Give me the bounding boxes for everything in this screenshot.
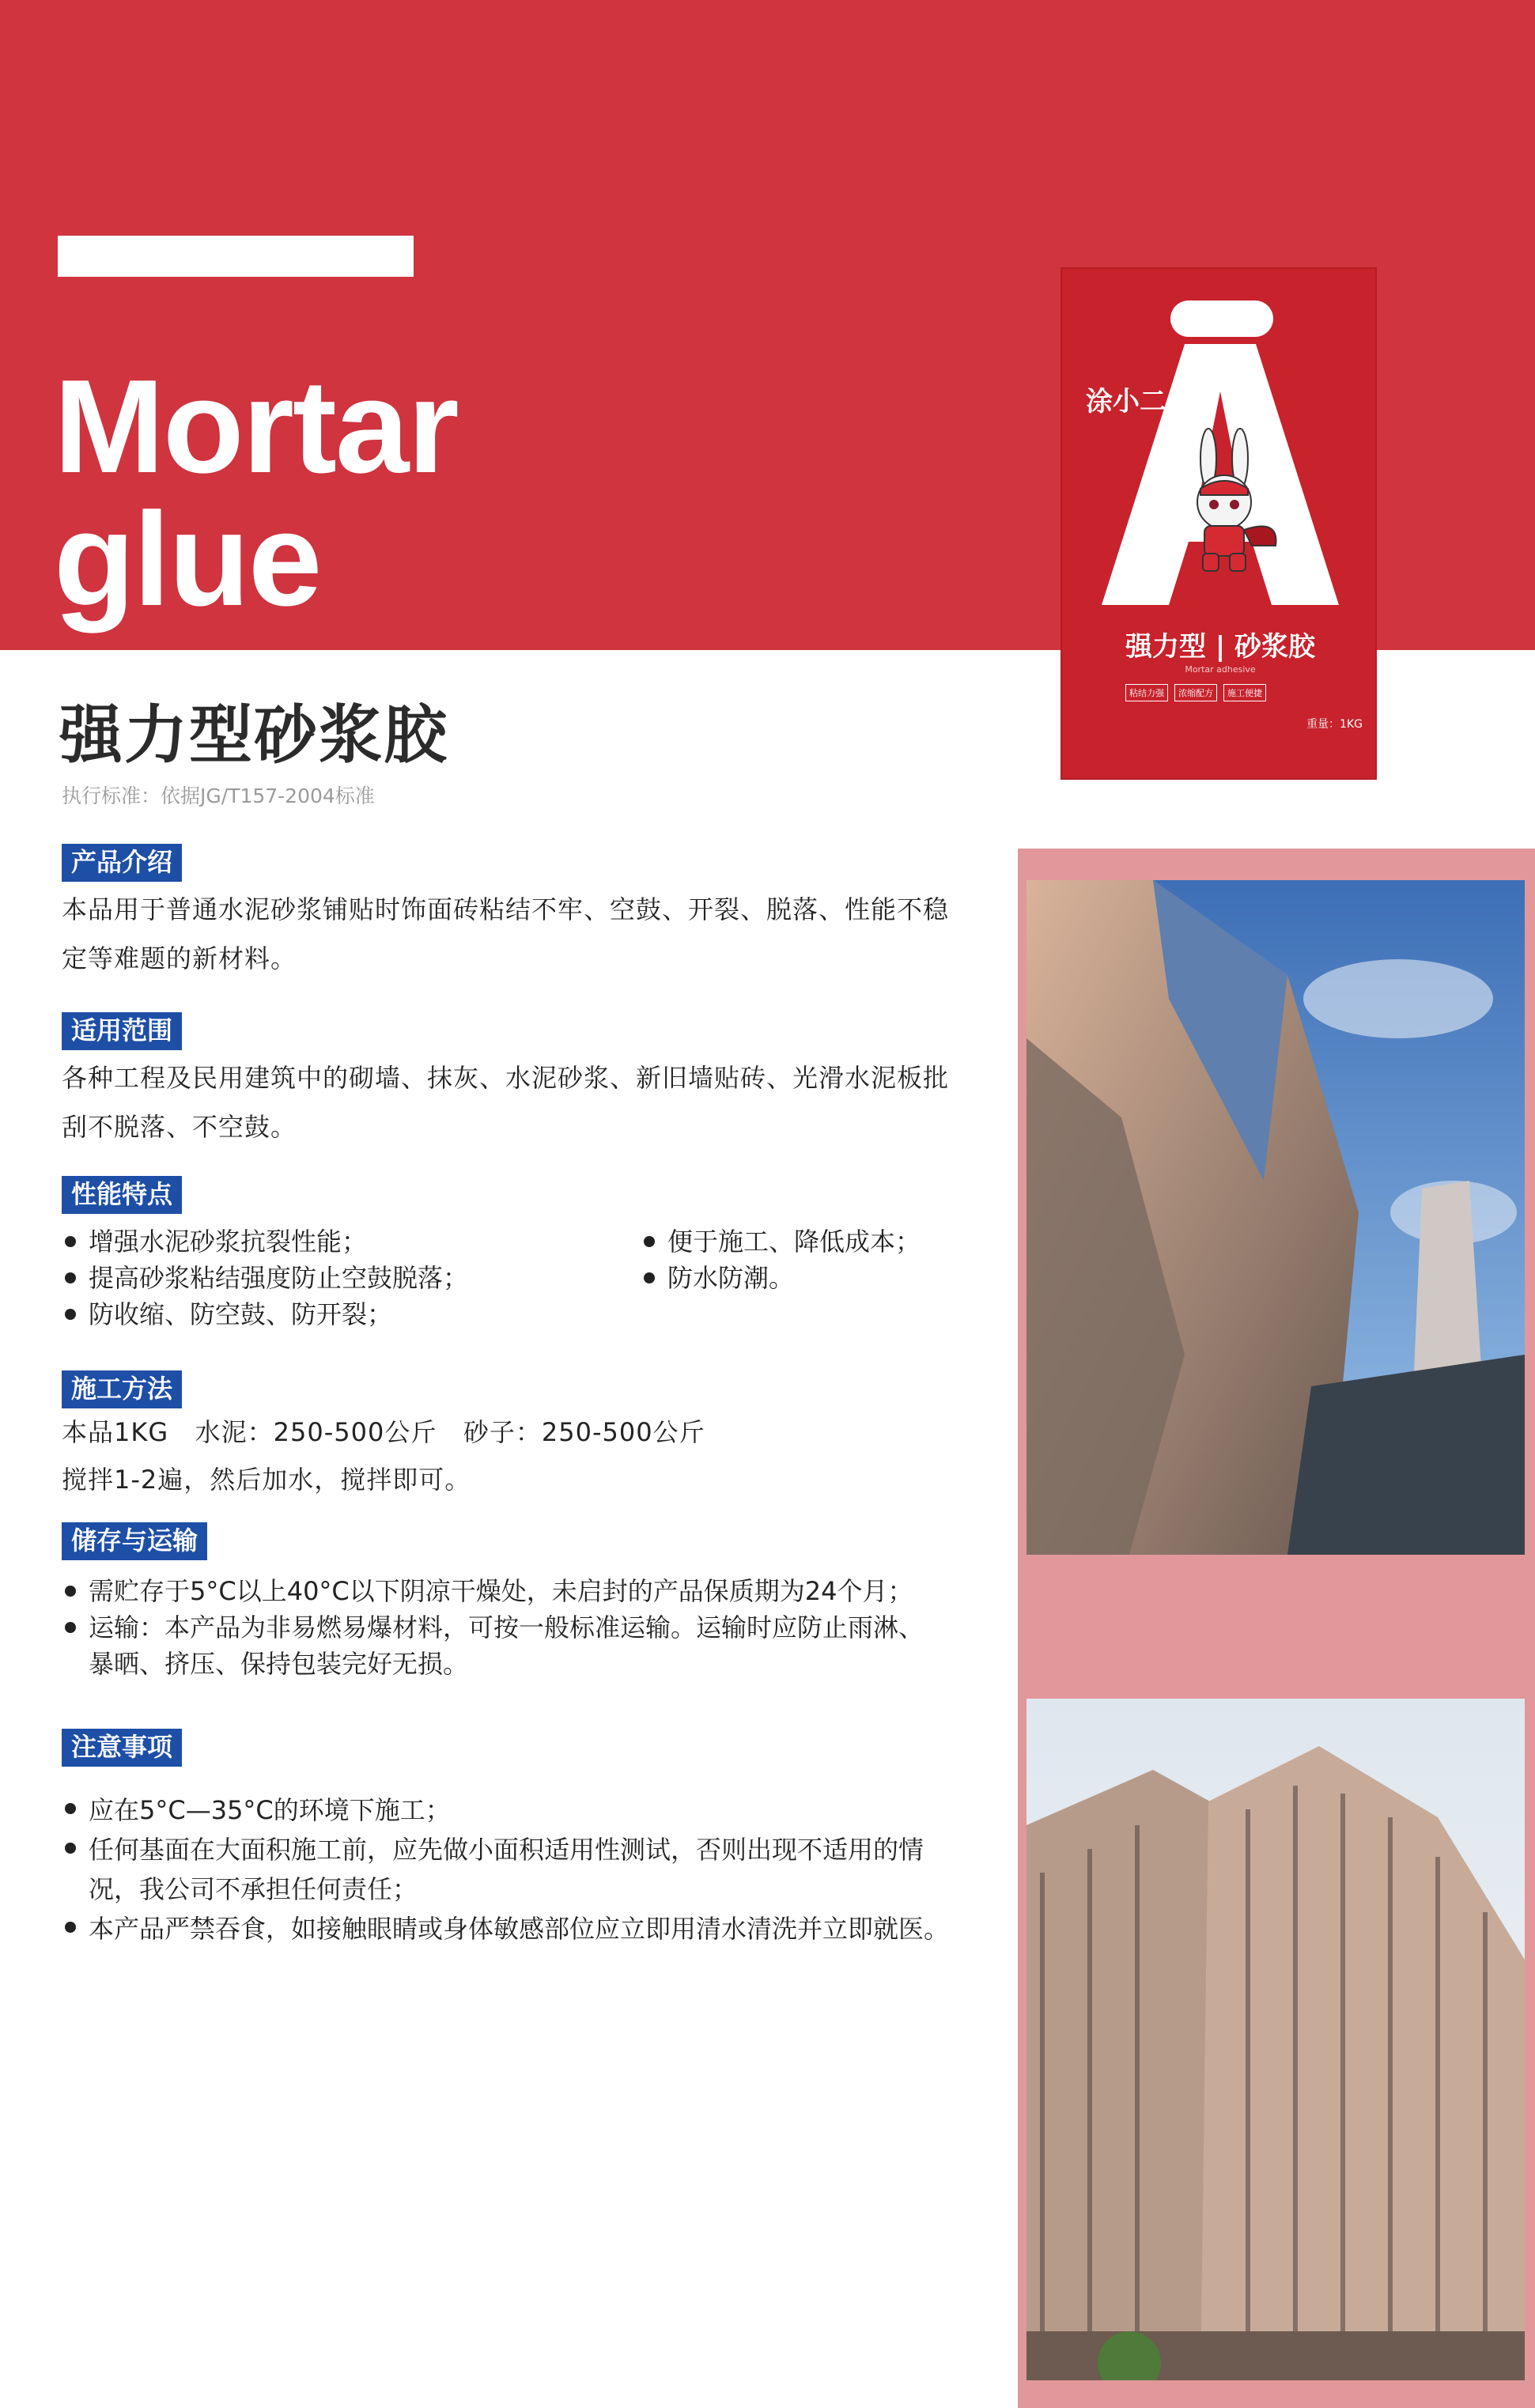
section-method [62, 1370, 971, 1503]
package-handle [1170, 301, 1273, 337]
office-building-photo [1026, 880, 1525, 1555]
section-text: 本品用于普通水泥砂浆铺贴时饰面砖粘结不牢、空鼓、开裂、脱落、性能不稳定等难题的新材料。 [62, 894, 950, 973]
method-line-1: 本品1KG 水泥：250-500公斤 砂子：250-500公斤 [62, 1417, 705, 1447]
package-feature: 浓缩配方 [1174, 684, 1217, 701]
section-label: 性能特点 [62, 1176, 182, 1214]
package-product-name: 强力型 | 砂浆胶 [1125, 631, 1316, 663]
list-item: 运输：本产品为非易燃易爆材料，可按一般标准运输。运输时应防止雨淋、暴晒、挤压、保持包装完好无损。 [62, 1609, 971, 1682]
section-scope [62, 1012, 971, 1151]
method-line-2: 搅拌1-2遍，然后加水，搅拌即可。 [62, 1465, 471, 1495]
list-item: 任何基面在大面积施工前，应先做小面积适用性测试，否则出现不适用的情况，我公司不承担任何责任； [62, 1830, 963, 1909]
section-label: 注意事项 [62, 1729, 182, 1767]
package-feature: 粘结力强 [1125, 684, 1168, 701]
list-item: 防水防潮。 [641, 1260, 957, 1296]
feature-list-right [641, 1223, 957, 1333]
package-feature-list [1125, 684, 1331, 701]
feature-columns [62, 1223, 971, 1333]
hero-title-line1: Mortar [54, 352, 458, 501]
package-feature: 施工便捷 [1223, 684, 1266, 701]
section-storage [62, 1522, 971, 1682]
section-intro [62, 844, 971, 983]
execution-standard: 执行标准：依据JG/T157-2004标准 [62, 784, 375, 807]
list-item: 防收缩、防空鼓、防开裂； [62, 1296, 641, 1333]
hero-title [54, 352, 607, 633]
list-item: 应在5°C—35°C的环境下施工； [62, 1790, 963, 1830]
package-weight: 重量：1KG [1306, 718, 1363, 731]
list-item: 提高砂浆粘结强度防止空鼓脱落； [62, 1260, 641, 1296]
package-subtitle: Mortar adhesive [1185, 664, 1256, 675]
package-brand: 涂小二 [1086, 386, 1166, 418]
rabbit-mascot-icon [1165, 427, 1284, 577]
list-item: 本产品严禁吞食，如接触眼睛或身体敏感部位应立即用清水清洗并立即就医。 [62, 1909, 963, 1949]
notes-list [62, 1790, 963, 1949]
section-notes [62, 1729, 971, 1949]
feature-list-left [62, 1223, 641, 1333]
section-label: 施工方法 [62, 1370, 182, 1408]
list-item: 增强水泥砂浆抗裂性能； [62, 1223, 641, 1260]
accent-bar [58, 236, 414, 277]
product-title: 强力型砂浆胶 [59, 698, 448, 772]
section-label: 适用范围 [62, 1012, 182, 1050]
storage-list [62, 1573, 971, 1682]
list-item: 需贮存于5°C以上40°C以下阴凉干燥处，未启封的产品保质期为24个月； [62, 1573, 971, 1609]
list-item: 便于施工、降低成本； [641, 1223, 957, 1260]
residential-tower-photo [1026, 1699, 1525, 2380]
hero-title-line2: glue [54, 485, 321, 633]
section-label: 储存与运输 [62, 1522, 207, 1560]
product-package-image [1061, 267, 1377, 780]
section-features [62, 1176, 971, 1333]
section-label: 产品介绍 [62, 844, 182, 882]
section-text: 各种工程及民用建筑中的砌墙、抹灰、水泥砂浆、新旧墙贴砖、光滑水泥板批刮不脱落、不空鼓。 [62, 1063, 950, 1142]
